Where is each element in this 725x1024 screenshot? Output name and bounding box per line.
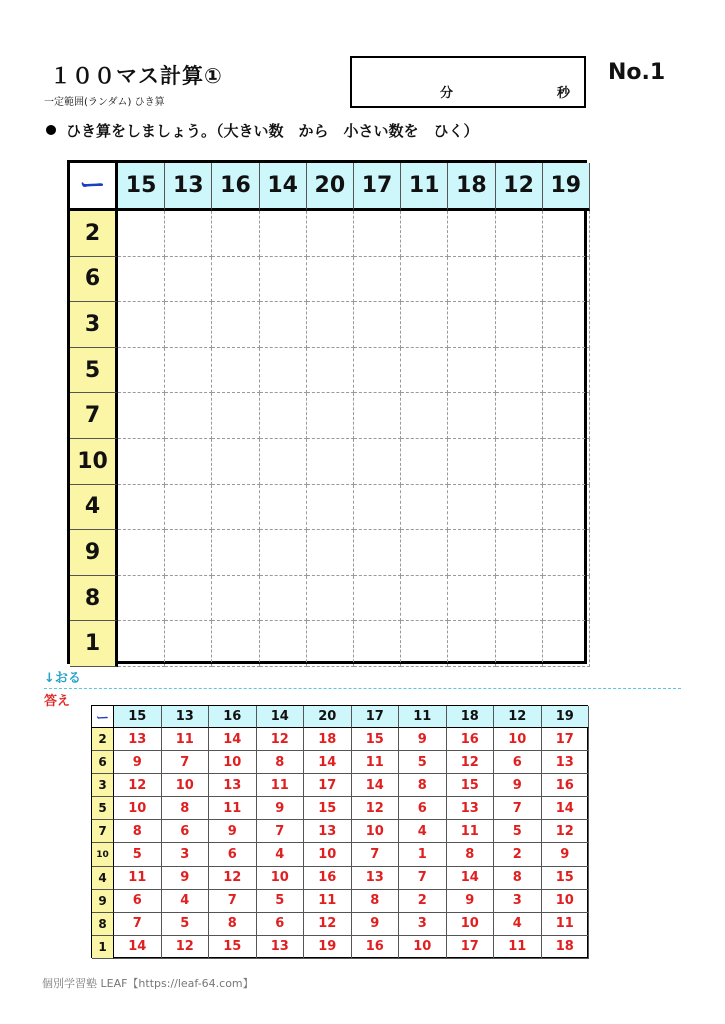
answer-left-number-cell: 5 xyxy=(92,797,114,820)
answer-blank-cell[interactable] xyxy=(543,393,590,439)
worksheet-subtitle: 一定範囲(ランダム) ひき算 xyxy=(44,97,165,108)
answer-value-cell: 11 xyxy=(209,797,257,820)
answer-value-cell: 12 xyxy=(162,936,210,959)
answer-blank-cell[interactable] xyxy=(165,439,212,485)
answer-value-cell: 13 xyxy=(447,797,495,820)
answer-top-number-cell: 14 xyxy=(257,706,305,728)
answer-value-cell: 11 xyxy=(257,774,305,797)
seconds-label: 秒 xyxy=(557,86,571,101)
answer-value-cell: 15 xyxy=(209,936,257,959)
answer-value-cell: 9 xyxy=(447,890,495,913)
answer-blank-cell[interactable] xyxy=(543,530,590,576)
answer-blank-cell[interactable] xyxy=(118,393,165,439)
answer-value-cell: 16 xyxy=(304,867,352,890)
answer-value-cell: 15 xyxy=(352,728,400,751)
minus-operator: ー xyxy=(79,170,106,201)
answer-blank-cell[interactable] xyxy=(118,621,165,667)
answer-value-cell: 12 xyxy=(114,774,162,797)
answer-value-cell: 9 xyxy=(494,774,542,797)
answer-left-number-cell: 3 xyxy=(92,774,114,797)
answer-blank-cell[interactable] xyxy=(448,211,495,257)
fold-line xyxy=(44,688,681,689)
answer-value-cell: 9 xyxy=(114,751,162,774)
answer-value-cell: 3 xyxy=(162,843,210,866)
answer-blank-cell[interactable] xyxy=(448,257,495,303)
answer-value-cell: 1 xyxy=(399,843,447,866)
answer-blank-cell[interactable] xyxy=(354,439,401,485)
answer-value-cell: 6 xyxy=(209,843,257,866)
top-number-cell: 16 xyxy=(212,163,259,211)
answer-value-cell: 8 xyxy=(114,820,162,843)
answer-blank-cell[interactable] xyxy=(448,302,495,348)
answer-blank-cell[interactable] xyxy=(118,302,165,348)
answer-value-cell: 9 xyxy=(162,867,210,890)
answer-blank-cell[interactable] xyxy=(496,485,543,531)
answer-value-cell: 2 xyxy=(494,843,542,866)
answer-blank-cell[interactable] xyxy=(260,439,307,485)
answer-blank-cell[interactable] xyxy=(354,576,401,622)
answer-blank-cell[interactable] xyxy=(260,257,307,303)
answer-top-number-cell: 11 xyxy=(399,706,447,728)
answer-top-number-cell: 16 xyxy=(209,706,257,728)
answer-blank-cell[interactable] xyxy=(543,302,590,348)
answer-left-number-cell: 2 xyxy=(92,728,114,751)
left-number-cell: 7 xyxy=(70,393,118,439)
answer-blank-cell[interactable] xyxy=(260,576,307,622)
answer-value-cell: 10 xyxy=(209,751,257,774)
answer-value-cell: 7 xyxy=(352,843,400,866)
answer-blank-cell[interactable] xyxy=(212,439,259,485)
answer-blank-cell[interactable] xyxy=(354,348,401,394)
answer-blank-cell[interactable] xyxy=(448,485,495,531)
answer-value-cell: 5 xyxy=(494,820,542,843)
answer-blank-cell[interactable] xyxy=(118,257,165,303)
answer-left-number-cell: 7 xyxy=(92,820,114,843)
answer-blank-cell[interactable] xyxy=(543,211,590,257)
answer-blank-cell[interactable] xyxy=(543,439,590,485)
answer-blank-cell[interactable] xyxy=(307,439,354,485)
answer-left-number-cell: 8 xyxy=(92,913,114,936)
answer-value-cell: 11 xyxy=(542,913,590,936)
answer-value-cell: 17 xyxy=(447,936,495,959)
answer-value-cell: 10 xyxy=(542,890,590,913)
answer-blank-cell[interactable] xyxy=(307,485,354,531)
answer-value-cell: 7 xyxy=(257,820,305,843)
answer-blank-cell[interactable] xyxy=(260,530,307,576)
answer-blank-cell[interactable] xyxy=(543,485,590,531)
answer-blank-cell[interactable] xyxy=(118,439,165,485)
left-number-cell: 10 xyxy=(70,439,118,485)
answer-blank-cell[interactable] xyxy=(307,302,354,348)
answer-blank-cell[interactable] xyxy=(496,211,543,257)
worksheet-title: １００マス計算① xyxy=(50,64,223,88)
minutes-label: 分 xyxy=(440,86,454,101)
left-number-cell: 4 xyxy=(70,485,118,531)
answer-left-number-cell: 6 xyxy=(92,751,114,774)
answer-value-cell: 13 xyxy=(352,867,400,890)
answer-blank-cell[interactable] xyxy=(496,302,543,348)
answer-value-cell: 6 xyxy=(399,797,447,820)
answer-blank-cell[interactable] xyxy=(212,302,259,348)
answer-value-cell: 13 xyxy=(257,936,305,959)
answer-blank-cell[interactable] xyxy=(401,302,448,348)
answer-value-cell: 16 xyxy=(352,936,400,959)
answer-blank-cell[interactable] xyxy=(401,393,448,439)
answer-value-cell: 13 xyxy=(209,774,257,797)
answer-blank-cell[interactable] xyxy=(165,621,212,667)
answer-value-cell: 4 xyxy=(162,890,210,913)
answer-value-cell: 7 xyxy=(162,751,210,774)
answer-blank-cell[interactable] xyxy=(118,530,165,576)
answer-blank-cell[interactable] xyxy=(354,257,401,303)
answer-value-cell: 6 xyxy=(257,913,305,936)
answer-top-number-cell: 12 xyxy=(494,706,542,728)
answer-value-cell: 8 xyxy=(162,797,210,820)
top-number-cell: 15 xyxy=(118,163,165,211)
answer-blank-cell[interactable] xyxy=(543,257,590,303)
answer-blank-cell[interactable] xyxy=(165,348,212,394)
top-number-cell: 14 xyxy=(260,163,307,211)
answer-value-cell: 5 xyxy=(162,913,210,936)
answer-blank-cell[interactable] xyxy=(212,485,259,531)
answer-blank-cell[interactable] xyxy=(165,211,212,257)
answer-blank-cell[interactable] xyxy=(307,257,354,303)
answer-value-cell: 8 xyxy=(494,867,542,890)
left-number-cell: 2 xyxy=(70,211,118,257)
answer-blank-cell[interactable] xyxy=(260,302,307,348)
answer-value-cell: 12 xyxy=(209,867,257,890)
answer-value-cell: 11 xyxy=(304,890,352,913)
answer-blank-cell[interactable] xyxy=(212,621,259,667)
answer-blank-cell[interactable] xyxy=(496,530,543,576)
answer-value-cell: 5 xyxy=(114,843,162,866)
answer-left-number-cell: 1 xyxy=(92,936,114,959)
answer-value-cell: 11 xyxy=(494,936,542,959)
practice-grid xyxy=(67,160,587,664)
answer-value-cell: 2 xyxy=(399,890,447,913)
answer-blank-cell[interactable] xyxy=(118,211,165,257)
answer-blank-cell[interactable] xyxy=(401,530,448,576)
answer-value-cell: 16 xyxy=(542,774,590,797)
answer-value-cell: 10 xyxy=(162,774,210,797)
answer-top-number-cell: 19 xyxy=(542,706,590,728)
answer-value-cell: 8 xyxy=(447,843,495,866)
answer-value-cell: 19 xyxy=(304,936,352,959)
answer-blank-cell[interactable] xyxy=(307,621,354,667)
answer-blank-cell[interactable] xyxy=(543,621,590,667)
answer-value-cell: 5 xyxy=(399,751,447,774)
answer-blank-cell[interactable] xyxy=(260,348,307,394)
answer-blank-cell[interactable] xyxy=(212,393,259,439)
answer-value-cell: 4 xyxy=(399,820,447,843)
answer-blank-cell[interactable] xyxy=(496,393,543,439)
answer-value-cell: 13 xyxy=(304,820,352,843)
answer-blank-cell[interactable] xyxy=(165,257,212,303)
top-number-cell: 20 xyxy=(307,163,354,211)
left-number-cell: 9 xyxy=(70,530,118,576)
answer-value-cell: 13 xyxy=(114,728,162,751)
answer-value-cell: 15 xyxy=(447,774,495,797)
top-number-cell: 17 xyxy=(354,163,401,211)
answer-value-cell: 10 xyxy=(447,913,495,936)
top-number-cell: 12 xyxy=(496,163,543,211)
answer-value-cell: 6 xyxy=(114,890,162,913)
answer-value-cell: 11 xyxy=(162,728,210,751)
answer-blank-cell[interactable] xyxy=(448,348,495,394)
answer-value-cell: 9 xyxy=(352,913,400,936)
answer-value-cell: 5 xyxy=(257,890,305,913)
answer-blank-cell[interactable] xyxy=(401,348,448,394)
answer-blank-cell[interactable] xyxy=(118,348,165,394)
answer-left-number-cell: 9 xyxy=(92,890,114,913)
answer-blank-cell[interactable] xyxy=(448,530,495,576)
answer-value-cell: 7 xyxy=(399,867,447,890)
answer-blank-cell[interactable] xyxy=(448,439,495,485)
instruction-text: ひき算をしましょう。（大きい数 から 小さい数を ひく） xyxy=(66,122,479,140)
answer-blank-cell[interactable] xyxy=(260,485,307,531)
answer-blank-cell[interactable] xyxy=(307,530,354,576)
answer-blank-cell[interactable] xyxy=(401,576,448,622)
answer-value-cell: 12 xyxy=(447,751,495,774)
answer-value-cell: 18 xyxy=(542,936,590,959)
answer-value-cell: 9 xyxy=(399,728,447,751)
answer-blank-cell[interactable] xyxy=(165,302,212,348)
answer-blank-cell[interactable] xyxy=(496,439,543,485)
answer-label: 答え xyxy=(44,694,71,709)
answer-blank-cell[interactable] xyxy=(118,576,165,622)
answer-value-cell: 7 xyxy=(494,797,542,820)
answer-blank-cell[interactable] xyxy=(165,393,212,439)
answer-value-cell: 9 xyxy=(209,820,257,843)
answer-value-cell: 3 xyxy=(399,913,447,936)
instruction xyxy=(46,120,479,141)
answer-blank-cell[interactable] xyxy=(212,576,259,622)
fold-label: ↓おる xyxy=(44,671,81,686)
answer-blank-cell[interactable] xyxy=(496,576,543,622)
answer-value-cell: 14 xyxy=(209,728,257,751)
answer-blank-cell[interactable] xyxy=(354,621,401,667)
answer-blank-cell[interactable] xyxy=(401,211,448,257)
answer-value-cell: 15 xyxy=(304,797,352,820)
answer-value-cell: 10 xyxy=(257,867,305,890)
answer-value-cell: 8 xyxy=(352,890,400,913)
answer-top-number-cell: 20 xyxy=(304,706,352,728)
answer-value-cell: 12 xyxy=(257,728,305,751)
answer-blank-cell[interactable] xyxy=(448,621,495,667)
answer-blank-cell[interactable] xyxy=(212,530,259,576)
answer-value-cell: 6 xyxy=(494,751,542,774)
answer-value-cell: 8 xyxy=(257,751,305,774)
answer-blank-cell[interactable] xyxy=(307,348,354,394)
answer-top-number-cell: 17 xyxy=(352,706,400,728)
answer-blank-cell[interactable] xyxy=(354,530,401,576)
answer-blank-cell[interactable] xyxy=(165,576,212,622)
left-number-cell: 1 xyxy=(70,621,118,667)
answer-blank-cell[interactable] xyxy=(496,257,543,303)
answer-value-cell: 18 xyxy=(304,728,352,751)
operator-cell xyxy=(70,163,118,211)
answer-blank-cell[interactable] xyxy=(260,393,307,439)
footer-credit: 個別学習塾 LEAF【https://leaf-64.com】 xyxy=(42,977,254,990)
answer-value-cell: 11 xyxy=(114,867,162,890)
answer-operator-cell: ー xyxy=(92,706,114,728)
answer-value-cell: 14 xyxy=(114,936,162,959)
answer-blank-cell[interactable] xyxy=(354,302,401,348)
answer-value-cell: 14 xyxy=(352,774,400,797)
answer-value-cell: 14 xyxy=(447,867,495,890)
answer-blank-cell[interactable] xyxy=(354,393,401,439)
answer-value-cell: 12 xyxy=(352,797,400,820)
answer-top-number-cell: 15 xyxy=(114,706,162,728)
answer-blank-cell[interactable] xyxy=(212,348,259,394)
answer-value-cell: 6 xyxy=(162,820,210,843)
answer-value-cell: 11 xyxy=(352,751,400,774)
answer-value-cell: 14 xyxy=(542,797,590,820)
answer-blank-cell[interactable] xyxy=(260,211,307,257)
answer-blank-cell[interactable] xyxy=(212,257,259,303)
answer-value-cell: 17 xyxy=(304,774,352,797)
answer-left-number-cell: 10 xyxy=(92,843,114,866)
answer-blank-cell[interactable] xyxy=(354,485,401,531)
answer-blank-cell[interactable] xyxy=(448,393,495,439)
answer-value-cell: 10 xyxy=(399,936,447,959)
answer-value-cell: 7 xyxy=(114,913,162,936)
left-number-cell: 8 xyxy=(70,576,118,622)
answer-blank-cell[interactable] xyxy=(307,393,354,439)
answer-blank-cell[interactable] xyxy=(260,621,307,667)
left-number-cell: 5 xyxy=(70,348,118,394)
answer-grid xyxy=(91,705,588,958)
answer-value-cell: 10 xyxy=(494,728,542,751)
answer-top-number-cell: 18 xyxy=(447,706,495,728)
answer-top-number-cell: 13 xyxy=(162,706,210,728)
answer-value-cell: 8 xyxy=(209,913,257,936)
answer-blank-cell[interactable] xyxy=(401,621,448,667)
left-number-cell: 3 xyxy=(70,302,118,348)
answer-value-cell: 4 xyxy=(257,843,305,866)
answer-value-cell: 17 xyxy=(542,728,590,751)
top-number-cell: 19 xyxy=(543,163,590,211)
answer-blank-cell[interactable] xyxy=(543,576,590,622)
bullet-icon xyxy=(46,125,56,135)
answer-value-cell: 10 xyxy=(304,843,352,866)
answer-blank-cell[interactable] xyxy=(401,257,448,303)
answer-value-cell: 9 xyxy=(542,843,590,866)
answer-blank-cell[interactable] xyxy=(543,348,590,394)
time-record-box xyxy=(350,56,586,108)
answer-left-number-cell: 4 xyxy=(92,867,114,890)
answer-value-cell: 10 xyxy=(114,797,162,820)
answer-value-cell: 4 xyxy=(494,913,542,936)
answer-blank-cell[interactable] xyxy=(448,576,495,622)
answer-value-cell: 3 xyxy=(494,890,542,913)
answer-blank-cell[interactable] xyxy=(401,439,448,485)
answer-blank-cell[interactable] xyxy=(496,621,543,667)
answer-value-cell: 12 xyxy=(304,913,352,936)
answer-value-cell: 7 xyxy=(209,890,257,913)
answer-blank-cell[interactable] xyxy=(165,530,212,576)
top-number-cell: 11 xyxy=(401,163,448,211)
answer-value-cell: 13 xyxy=(542,751,590,774)
answer-value-cell: 8 xyxy=(399,774,447,797)
answer-blank-cell[interactable] xyxy=(496,348,543,394)
top-number-cell: 13 xyxy=(165,163,212,211)
answer-blank-cell[interactable] xyxy=(401,485,448,531)
answer-blank-cell[interactable] xyxy=(307,211,354,257)
answer-blank-cell[interactable] xyxy=(165,485,212,531)
answer-value-cell: 12 xyxy=(542,820,590,843)
answer-blank-cell[interactable] xyxy=(212,211,259,257)
answer-value-cell: 14 xyxy=(304,751,352,774)
answer-value-cell: 9 xyxy=(257,797,305,820)
answer-blank-cell[interactable] xyxy=(307,576,354,622)
answer-value-cell: 15 xyxy=(542,867,590,890)
left-number-cell: 6 xyxy=(70,257,118,303)
answer-value-cell: 10 xyxy=(352,820,400,843)
top-number-cell: 18 xyxy=(448,163,495,211)
answer-value-cell: 11 xyxy=(447,820,495,843)
sheet-number: No.1 xyxy=(608,60,666,85)
answer-blank-cell[interactable] xyxy=(118,485,165,531)
answer-blank-cell[interactable] xyxy=(354,211,401,257)
answer-value-cell: 16 xyxy=(447,728,495,751)
